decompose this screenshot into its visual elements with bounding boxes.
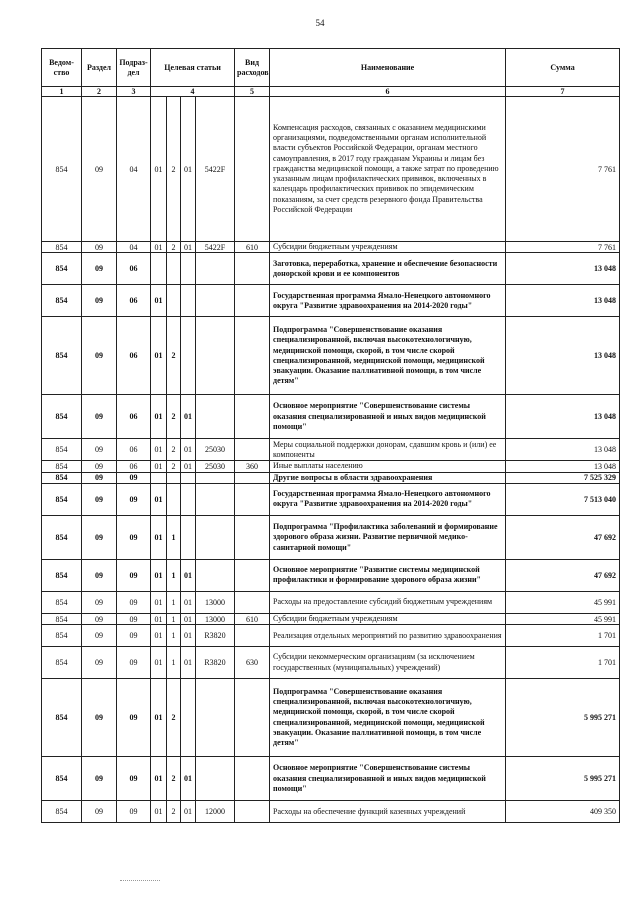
cell-target-3 — [181, 483, 196, 515]
cell-target-4 — [196, 395, 235, 439]
cell-name: Другие вопросы в области здравоохранения — [270, 472, 506, 483]
cell-target-1: 01 — [151, 559, 167, 591]
cell-sum: 13 048 — [506, 317, 620, 395]
cell-target-1: 01 — [151, 801, 167, 823]
cell-name: Подпрограмма "Совершенствование оказания специализированной, включая высокотехнологичную, медицинской помощи, скорой, в том числе скорой специализированной, медицинской помощи, медицинской эвакуации. Оказание паллиативной помощи, в том числе детям" — [270, 317, 506, 395]
table-row — [42, 439, 620, 461]
cell-vedomstvo: 854 — [42, 483, 82, 515]
cell-target-3: 01 — [181, 97, 196, 242]
cell-target-1: 01 — [151, 613, 167, 624]
cell-target-1: 01 — [151, 285, 167, 317]
cell-target-1: 01 — [151, 461, 167, 472]
header-vedomstvo: Ведом-ство — [42, 49, 82, 87]
cell-target-4: 25030 — [196, 461, 235, 472]
cell-podrazdel: 09 — [117, 472, 151, 483]
cell-razdel: 09 — [82, 395, 117, 439]
page-number: 54 — [315, 18, 325, 28]
cell-target-1: 01 — [151, 515, 167, 559]
cell-vedomstvo: 854 — [42, 679, 82, 757]
cell-vid — [235, 515, 270, 559]
colnum-4: 4 — [151, 87, 235, 97]
cell-target-1: 01 — [151, 242, 167, 253]
cell-name: Основное мероприятие "Развитие системы медицинской профилактики и формирование здорового образа жизни" — [270, 559, 506, 591]
cell-razdel: 09 — [82, 801, 117, 823]
cell-name: Заготовка, переработка, хранение и обеспечение безопасности донорской крови и ее компонентов — [270, 253, 506, 285]
cell-podrazdel: 06 — [117, 285, 151, 317]
cell-sum: 1 701 — [506, 625, 620, 647]
table-row — [42, 801, 620, 823]
cell-vedomstvo: 854 — [42, 515, 82, 559]
cell-podrazdel: 09 — [117, 679, 151, 757]
cell-razdel: 09 — [82, 253, 117, 285]
cell-target-4 — [196, 559, 235, 591]
header-razdel: Раздел — [82, 49, 117, 87]
cell-target-2: 1 — [167, 625, 181, 647]
cell-razdel: 09 — [82, 591, 117, 613]
cell-vid: 610 — [235, 613, 270, 624]
cell-target-4 — [196, 317, 235, 395]
cell-name: Компенсация расходов, связанных с оказанием медицинскими организациями, подведомственными органам исполнительной власти субъектов Российской Федерации, органам местного самоуправления, в 2017 году гражданам Украины и лицам без гражданства медицинской помощи, а также затрат по проведению указанным лицам профилактических прививок, включенных в календарь профилактических прививок по эпидемическим показаниям, за счет средств резервного фонда Правительства Российской Федерации — [270, 97, 506, 242]
cell-target-4: 13000 — [196, 591, 235, 613]
table-row — [42, 559, 620, 591]
cell-podrazdel: 09 — [117, 483, 151, 515]
cell-target-3: 01 — [181, 613, 196, 624]
cell-podrazdel: 09 — [117, 757, 151, 801]
cell-sum: 1 701 — [506, 647, 620, 679]
cell-razdel: 09 — [82, 483, 117, 515]
table-row — [42, 515, 620, 559]
cell-podrazdel: 06 — [117, 253, 151, 285]
cell-target-2 — [167, 253, 181, 285]
cell-sum: 13 048 — [506, 285, 620, 317]
cell-target-4: 12000 — [196, 801, 235, 823]
cell-sum: 5 995 271 — [506, 679, 620, 757]
cell-vid — [235, 679, 270, 757]
cell-name: Иные выплаты населению — [270, 461, 506, 472]
cell-target-3 — [181, 253, 196, 285]
cell-sum: 7 761 — [506, 97, 620, 242]
cell-vedomstvo: 854 — [42, 461, 82, 472]
cell-target-4 — [196, 515, 235, 559]
cell-name: Субсидии бюджетным учреждениям — [270, 242, 506, 253]
cell-razdel: 09 — [82, 613, 117, 624]
table-row — [42, 591, 620, 613]
cell-razdel: 09 — [82, 757, 117, 801]
cell-target-2: 1 — [167, 591, 181, 613]
cell-vid — [235, 285, 270, 317]
cell-razdel: 09 — [82, 625, 117, 647]
cell-razdel: 09 — [82, 559, 117, 591]
cell-target-1: 01 — [151, 483, 167, 515]
cell-name: Подпрограмма "Совершенствование оказания специализированной, включая высокотехнологичную, медицинской помощи, скорой, в том числе скорой специализированной, медицинской помощи, медицинской эвакуации. Оказание паллиативной помощи, в том числе детям" — [270, 679, 506, 757]
cell-target-4 — [196, 483, 235, 515]
cell-target-2: 2 — [167, 317, 181, 395]
cell-vedomstvo: 854 — [42, 625, 82, 647]
cell-podrazdel: 09 — [117, 801, 151, 823]
cell-target-1: 01 — [151, 647, 167, 679]
cell-target-1: 01 — [151, 97, 167, 242]
cell-vid — [235, 757, 270, 801]
cell-name: Расходы на предоставление субсидий бюджетным учреждениям — [270, 591, 506, 613]
cell-sum: 47 692 — [506, 515, 620, 559]
cell-vedomstvo: 854 — [42, 591, 82, 613]
cell-name: Государственная программа Ямало-Ненецкого автономного округа "Развитие здравоохранения на 2014-2020 годы" — [270, 285, 506, 317]
cell-vedomstvo: 854 — [42, 757, 82, 801]
cell-vid — [235, 559, 270, 591]
cell-target-4: 25030 — [196, 439, 235, 461]
table-row — [42, 613, 620, 624]
cell-name: Расходы на обеспечение функций казенных учреждений — [270, 801, 506, 823]
table-row — [42, 679, 620, 757]
cell-vid — [235, 591, 270, 613]
cell-target-2: 2 — [167, 242, 181, 253]
cell-podrazdel: 09 — [117, 613, 151, 624]
table-row — [42, 647, 620, 679]
cell-target-4 — [196, 285, 235, 317]
cell-target-2: 1 — [167, 515, 181, 559]
header-celevaya: Целевая статьи — [151, 49, 235, 87]
table-row — [42, 461, 620, 472]
cell-target-1: 01 — [151, 317, 167, 395]
cell-sum: 409 350 — [506, 801, 620, 823]
cell-vid — [235, 439, 270, 461]
cell-target-1: 01 — [151, 591, 167, 613]
cell-target-1 — [151, 253, 167, 285]
cell-sum: 47 692 — [506, 559, 620, 591]
cell-podrazdel: 04 — [117, 242, 151, 253]
cell-target-2: 1 — [167, 559, 181, 591]
cell-vedomstvo: 854 — [42, 439, 82, 461]
cell-vid: 360 — [235, 461, 270, 472]
cell-vid — [235, 253, 270, 285]
cell-podrazdel: 04 — [117, 97, 151, 242]
cell-razdel: 09 — [82, 647, 117, 679]
cell-vid — [235, 317, 270, 395]
cell-podrazdel: 09 — [117, 591, 151, 613]
cell-target-4 — [196, 253, 235, 285]
header-naimenovanie: Наименование — [270, 49, 506, 87]
cell-target-3: 01 — [181, 757, 196, 801]
cell-target-2: 1 — [167, 613, 181, 624]
cell-target-1: 01 — [151, 625, 167, 647]
cell-name: Основное мероприятие "Совершенствование системы оказания специализированной и иных видов медицинской помощи" — [270, 395, 506, 439]
cell-vedomstvo: 854 — [42, 559, 82, 591]
cell-podrazdel: 06 — [117, 317, 151, 395]
colnum-2: 2 — [82, 87, 117, 97]
cell-target-3: 01 — [181, 242, 196, 253]
cell-target-4: R3820 — [196, 625, 235, 647]
cell-vid — [235, 97, 270, 242]
cell-target-3: 01 — [181, 395, 196, 439]
cell-podrazdel: 06 — [117, 461, 151, 472]
cell-vid — [235, 801, 270, 823]
cell-razdel: 09 — [82, 679, 117, 757]
table-row — [42, 757, 620, 801]
cell-razdel: 09 — [82, 461, 117, 472]
cell-vedomstvo: 854 — [42, 472, 82, 483]
table-row — [42, 625, 620, 647]
cell-sum: 13 048 — [506, 461, 620, 472]
cell-vedomstvo: 854 — [42, 285, 82, 317]
cell-target-1: 01 — [151, 679, 167, 757]
cell-vedomstvo: 854 — [42, 97, 82, 242]
cell-target-3: 01 — [181, 625, 196, 647]
colnum-6: 6 — [270, 87, 506, 97]
cell-vid: 610 — [235, 242, 270, 253]
cell-vid — [235, 472, 270, 483]
header-vid: Вид расходов — [235, 49, 270, 87]
cell-target-2: 2 — [167, 395, 181, 439]
cell-name: Основное мероприятие "Совершенствование системы оказания специализированной и иных видов медицинской помощи" — [270, 757, 506, 801]
cell-razdel: 09 — [82, 472, 117, 483]
cell-target-4: 5422F — [196, 97, 235, 242]
table-row — [42, 483, 620, 515]
cell-target-2: 2 — [167, 439, 181, 461]
cell-target-4: R3820 — [196, 647, 235, 679]
cell-target-4: 5422F — [196, 242, 235, 253]
header-podrazdel: Подраз-дел — [117, 49, 151, 87]
cell-target-4 — [196, 757, 235, 801]
cell-podrazdel: 09 — [117, 515, 151, 559]
cell-target-2 — [167, 285, 181, 317]
cell-target-1 — [151, 472, 167, 483]
cell-sum: 13 048 — [506, 439, 620, 461]
cell-vedomstvo: 854 — [42, 395, 82, 439]
cell-target-1: 01 — [151, 395, 167, 439]
cell-vedomstvo: 854 — [42, 317, 82, 395]
margin-mark — [120, 880, 160, 881]
cell-podrazdel: 06 — [117, 439, 151, 461]
cell-target-2: 2 — [167, 461, 181, 472]
cell-target-2: 2 — [167, 97, 181, 242]
cell-sum: 45 991 — [506, 591, 620, 613]
cell-name: Меры социальной поддержки донорам, сдавшим кровь и (или) ее компоненты — [270, 439, 506, 461]
cell-target-4: 13000 — [196, 613, 235, 624]
cell-vedomstvo: 854 — [42, 253, 82, 285]
cell-vedomstvo: 854 — [42, 242, 82, 253]
cell-target-1: 01 — [151, 439, 167, 461]
colnum-3: 3 — [117, 87, 151, 97]
table-row — [42, 472, 620, 483]
cell-target-2: 2 — [167, 801, 181, 823]
budget-table — [41, 48, 620, 823]
cell-sum: 7 513 040 — [506, 483, 620, 515]
cell-target-2: 1 — [167, 647, 181, 679]
cell-podrazdel: 09 — [117, 559, 151, 591]
colnum-1: 1 — [42, 87, 82, 97]
cell-target-4 — [196, 679, 235, 757]
cell-target-2 — [167, 472, 181, 483]
cell-target-3: 01 — [181, 461, 196, 472]
cell-name: Субсидии некоммерческим организациям (за исключением государственных (муниципальных) учреждений) — [270, 647, 506, 679]
cell-podrazdel: 06 — [117, 395, 151, 439]
cell-target-3 — [181, 679, 196, 757]
cell-name: Государственная программа Ямало-Ненецкого автономного округа "Развитие здравоохранения на 2014-2020 годы" — [270, 483, 506, 515]
cell-vid — [235, 625, 270, 647]
cell-sum: 13 048 — [506, 395, 620, 439]
cell-target-3: 01 — [181, 559, 196, 591]
cell-target-3: 01 — [181, 801, 196, 823]
cell-name: Реализация отдельных мероприятий по развитию здравоохранения — [270, 625, 506, 647]
cell-sum: 7 761 — [506, 242, 620, 253]
cell-target-3: 01 — [181, 647, 196, 679]
cell-vedomstvo: 854 — [42, 613, 82, 624]
cell-razdel: 09 — [82, 317, 117, 395]
cell-target-2: 2 — [167, 757, 181, 801]
cell-vedomstvo: 854 — [42, 801, 82, 823]
table-body — [42, 97, 620, 823]
table-row — [42, 253, 620, 285]
cell-target-3: 01 — [181, 439, 196, 461]
cell-target-3 — [181, 285, 196, 317]
cell-sum: 13 048 — [506, 253, 620, 285]
cell-vid: 630 — [235, 647, 270, 679]
cell-target-2: 2 — [167, 679, 181, 757]
cell-sum: 45 991 — [506, 613, 620, 624]
table-row — [42, 97, 620, 242]
cell-podrazdel: 09 — [117, 625, 151, 647]
cell-target-2 — [167, 483, 181, 515]
table-row — [42, 395, 620, 439]
cell-name: Субсидии бюджетным учреждениям — [270, 613, 506, 624]
cell-sum: 7 525 329 — [506, 472, 620, 483]
cell-name: Подпрограмма "Профилактика заболеваний и формирование здорового образа жизни. Развитие первичной медико-санитарной помощи" — [270, 515, 506, 559]
table-row — [42, 317, 620, 395]
colnum-5: 5 — [235, 87, 270, 97]
colnum-7: 7 — [506, 87, 620, 97]
cell-target-4 — [196, 472, 235, 483]
header-summa: Сумма — [506, 49, 620, 87]
cell-target-3: 01 — [181, 591, 196, 613]
cell-vedomstvo: 854 — [42, 647, 82, 679]
table-row — [42, 242, 620, 253]
cell-razdel: 09 — [82, 242, 117, 253]
table-row — [42, 285, 620, 317]
cell-razdel: 09 — [82, 439, 117, 461]
cell-razdel: 09 — [82, 97, 117, 242]
cell-vid — [235, 483, 270, 515]
cell-razdel: 09 — [82, 515, 117, 559]
cell-vid — [235, 395, 270, 439]
cell-target-3 — [181, 317, 196, 395]
cell-sum: 5 995 271 — [506, 757, 620, 801]
cell-target-3 — [181, 515, 196, 559]
cell-target-3 — [181, 472, 196, 483]
cell-target-1: 01 — [151, 757, 167, 801]
cell-podrazdel: 09 — [117, 647, 151, 679]
cell-razdel: 09 — [82, 285, 117, 317]
